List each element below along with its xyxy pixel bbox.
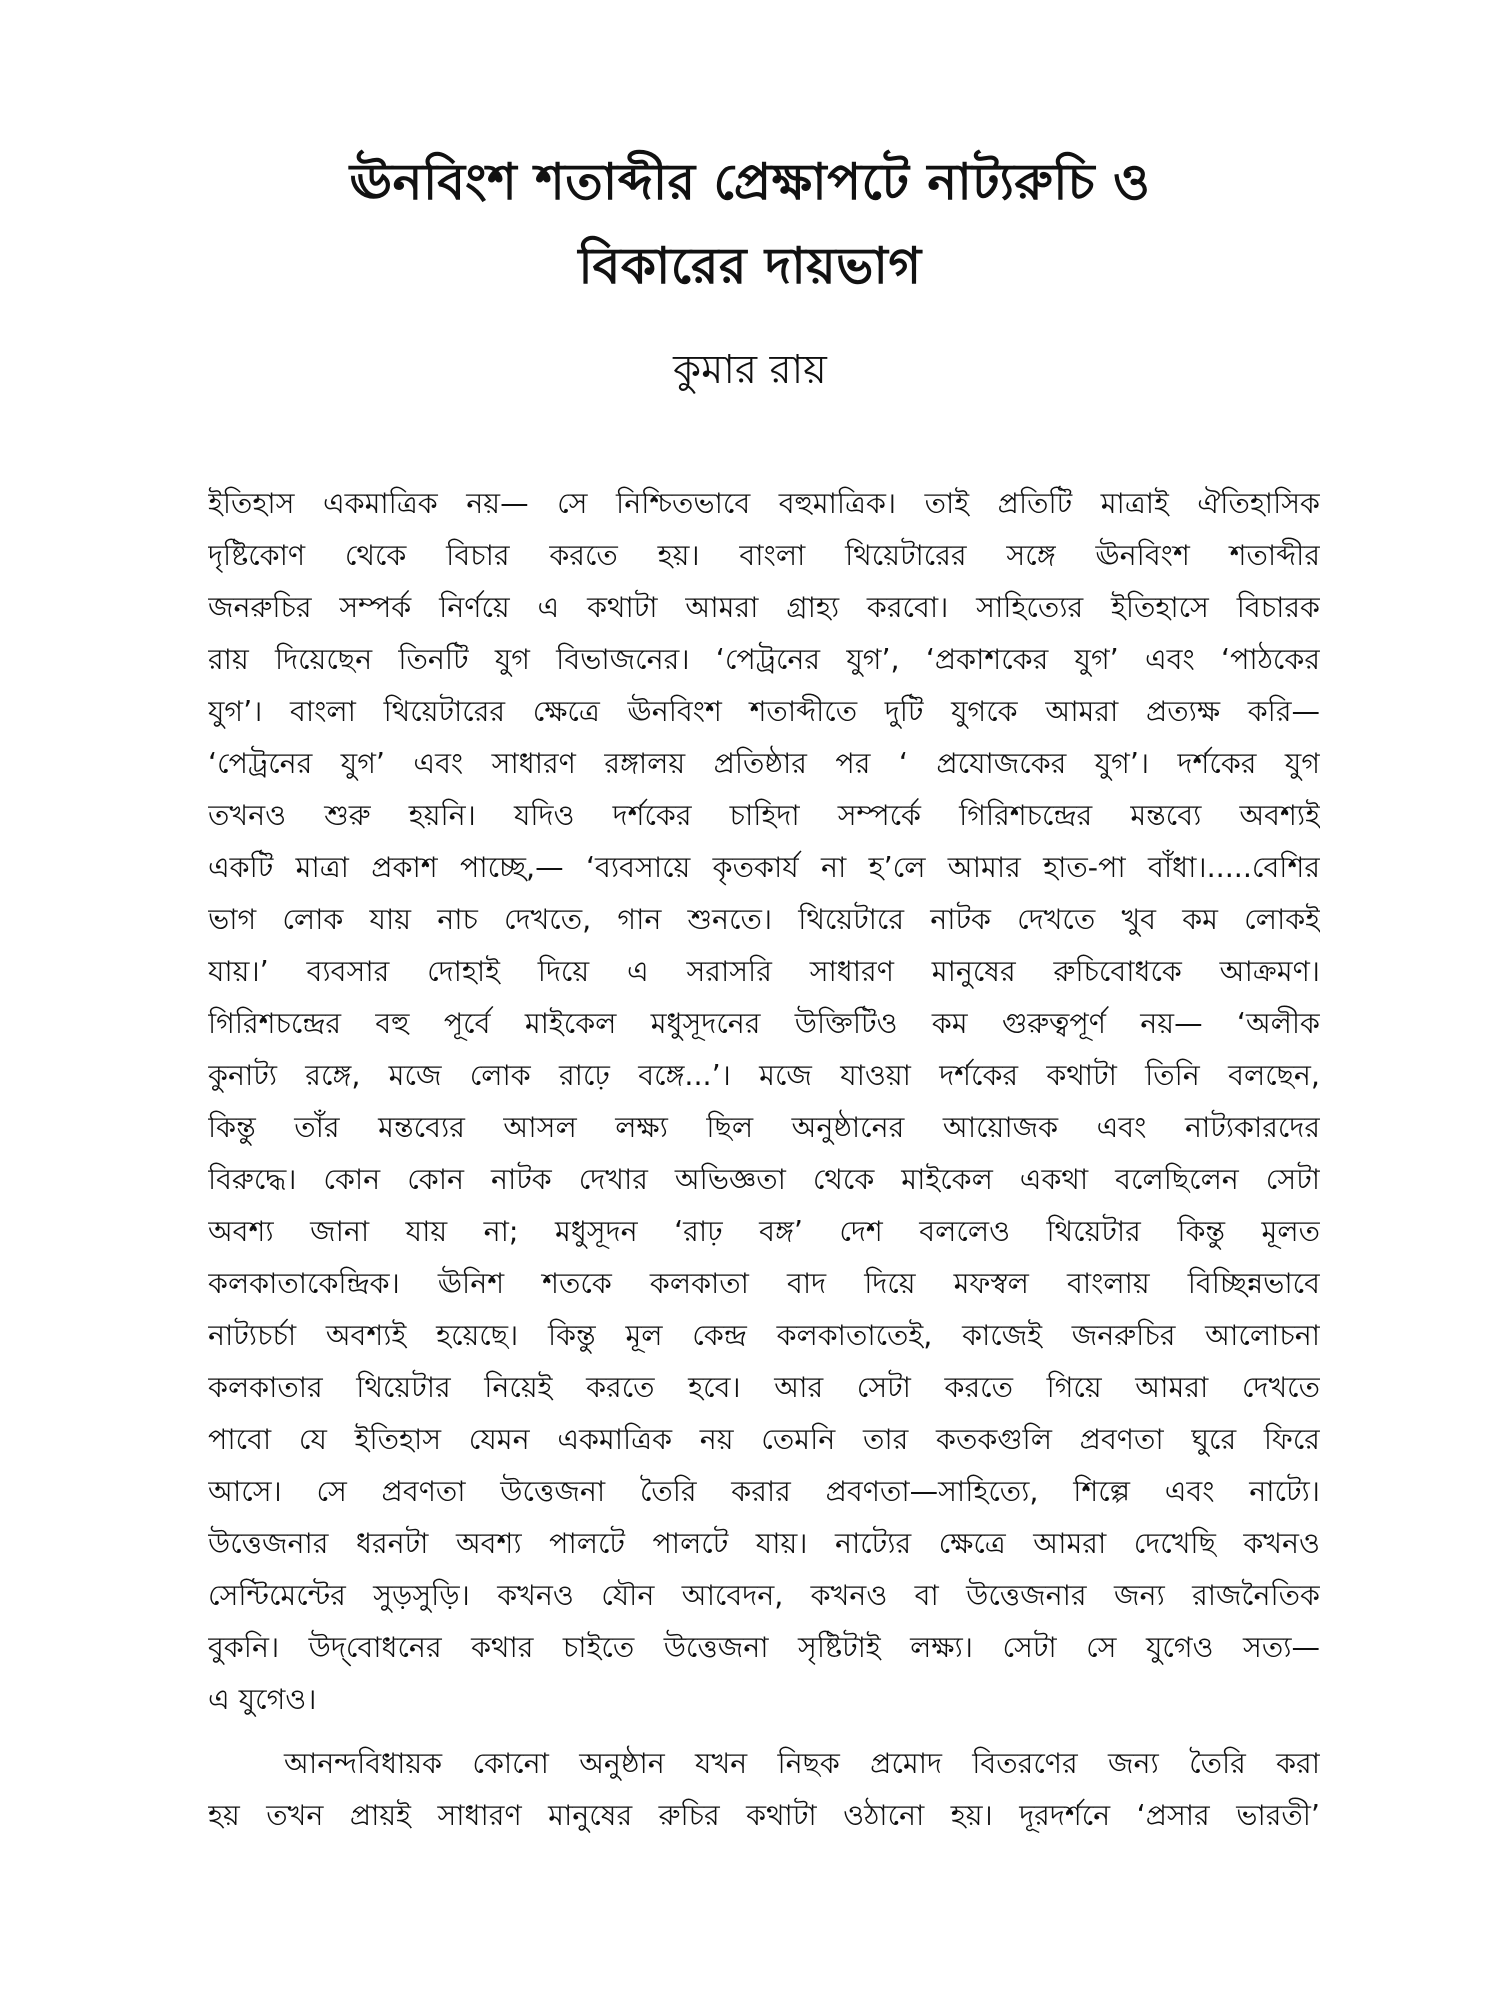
- text-line: কলকাতাকেন্দ্রিক। ঊনিশ শতকে কলকাতা বাদ দিয়ে মফস্বল বাংলায় বিচ্ছিন্নভাবে: [208, 1267, 1320, 1300]
- text-line: পাবো যে ইতিহাস যেমন একমাত্রিক নয় তেমনি তার কতকগুলি প্রবণতা ঘুরে ফিরে: [208, 1423, 1320, 1456]
- text-line: যুগ’। বাংলা থিয়েটারের ক্ষেত্রে ঊনবিংশ শতাব্দীতে দুটি যুগকে আমরা প্রত্যক্ষ করি—: [208, 695, 1320, 728]
- text-line: গিরিশচন্দ্রের বহু পূর্বে মাইকেল মধুসূদনের উক্তিটিও কম গুরুত্বপূর্ণ নয়— ‘অলীক: [208, 1007, 1320, 1040]
- text-line: আসে। সে প্রবণতা উত্তেজনা তৈরি করার প্রবণতা—সাহিত্যে, শিল্পে এবং নাট্যে।: [208, 1475, 1320, 1508]
- text-line: যায়।’ ব্যবসার দোহাই দিয়ে এ সরাসরি সাধারণ মানুষের রুচিবোধকে আক্রমণ।: [208, 955, 1320, 988]
- text-line: দৃষ্টিকোণ থেকে বিচার করতে হয়। বাংলা থিয়েটারের সঙ্গে ঊনবিংশ শতাব্দীর: [208, 539, 1320, 572]
- text-line: আনন্দবিধায়ক কোনো অনুষ্ঠান যখন নিছক প্রমোদ বিতরণের জন্য তৈরি করা: [284, 1747, 1320, 1780]
- paragraph-1: [208, 478, 1320, 1726]
- text-line: একটি মাত্রা প্রকাশ পাচ্ছে,— ‘ব্যবসায়ে কৃতকার্য না হ’লে আমার হাত-পা বাঁধা।.....বেশির: [208, 851, 1320, 884]
- text-line: রায় দিয়েছেন তিনটি যুগ বিভাজনের। ‘পেট্রনের যুগ’, ‘প্রকাশকের যুগ’ এবং ‘পাঠকের: [208, 643, 1320, 676]
- text-line: উত্তেজনার ধরনটা অবশ্য পালটে পালটে যায়। নাট্যের ক্ষেত্রে আমরা দেখেছি কখনও: [208, 1527, 1320, 1560]
- text-line: বিরুদ্ধে। কোন কোন নাটক দেখার অভিজ্ঞতা থেকে মাইকেল একথা বলেছিলেন সেটা: [208, 1163, 1320, 1196]
- text-line: জনরুচির সম্পর্ক নির্ণয়ে এ কথাটা আমরা গ্রাহ্য করবো। সাহিত্যের ইতিহাসে বিচারক: [208, 591, 1320, 624]
- text-line: কুনাট্য রঙ্গে, মজে লোক রাঢ়ে বঙ্গে...’। মজে যাওয়া দর্শকের কথাটা তিনি বলছেন,: [208, 1059, 1320, 1092]
- paragraph-2: [208, 1738, 1320, 1842]
- text-line: কিন্তু তাঁর মন্তব্যের আসল লক্ষ্য ছিল অনুষ্ঠানের আয়োজক এবং নাট্যকারদের: [208, 1111, 1320, 1144]
- text-line: এ যুগেও।: [208, 1683, 317, 1716]
- text-line: হয় তখন প্রায়ই সাধারণ মানুষের রুচির কথাটা ওঠানো হয়। দূরদর্শনে ‘প্রসার ভারতী’: [208, 1799, 1320, 1832]
- article-body: [208, 478, 1320, 1842]
- article-title-line-2: বিকারের দায়ভাগ: [578, 237, 922, 295]
- text-line: বুকনি। উদ্‌বোধনের কথার চাইতে উত্তেজনা সৃষ্টিটাই লক্ষ্য। সেটা সে যুগেও সত্য—: [208, 1631, 1320, 1664]
- text-line: নাট্যচর্চা অবশ্যই হয়েছে। কিন্তু মূল কেন্দ্র কলকাতাতেই, কাজেই জনরুচির আলোচনা: [208, 1319, 1320, 1352]
- text-line: তখনও শুরু হয়নি। যদিও দর্শকের চাহিদা সম্পর্কে গিরিশচন্দ্রের মন্তব্যে অবশ্যই: [208, 799, 1320, 832]
- text-line: ‘পেট্রনের যুগ’ এবং সাধারণ রঙ্গালয় প্রতিষ্ঠার পর ‘ প্রযোজকের যুগ’। দর্শকের যুগ: [208, 747, 1320, 780]
- text-line: ভাগ লোক যায় নাচ দেখতে, গান শুনতে। থিয়েটারে নাটক দেখতে খুব কম লোকই: [208, 903, 1320, 936]
- article-title-line-1: ঊনবিংশ শতাব্দীর প্রেক্ষাপটে নাট্যরুচি ও: [349, 153, 1151, 211]
- text-line: অবশ্য জানা যায় না; মধুসূদন ‘রাঢ় বঙ্গ’ দেশ বললেও থিয়েটার কিন্তু মূলত: [208, 1215, 1320, 1248]
- text-line: সেন্টিমেন্টের সুড়সুড়ি। কখনও যৌন আবেদন, কখনও বা উত্তেজনার জন্য রাজনৈতিক: [208, 1579, 1320, 1612]
- text-line: কলকাতার থিয়েটার নিয়েই করতে হবে। আর সেটা করতে গিয়ে আমরা দেখতে: [208, 1371, 1320, 1404]
- text-line: ইতিহাস একমাত্রিক নয়— সে নিশ্চিতভাবে বহুমাত্রিক। তাই প্রতিটি মাত্রাই ঐতিহাসিক: [208, 487, 1320, 520]
- article-author: কুমার রায়: [673, 347, 827, 393]
- paragraph-spacer: [208, 1726, 1320, 1738]
